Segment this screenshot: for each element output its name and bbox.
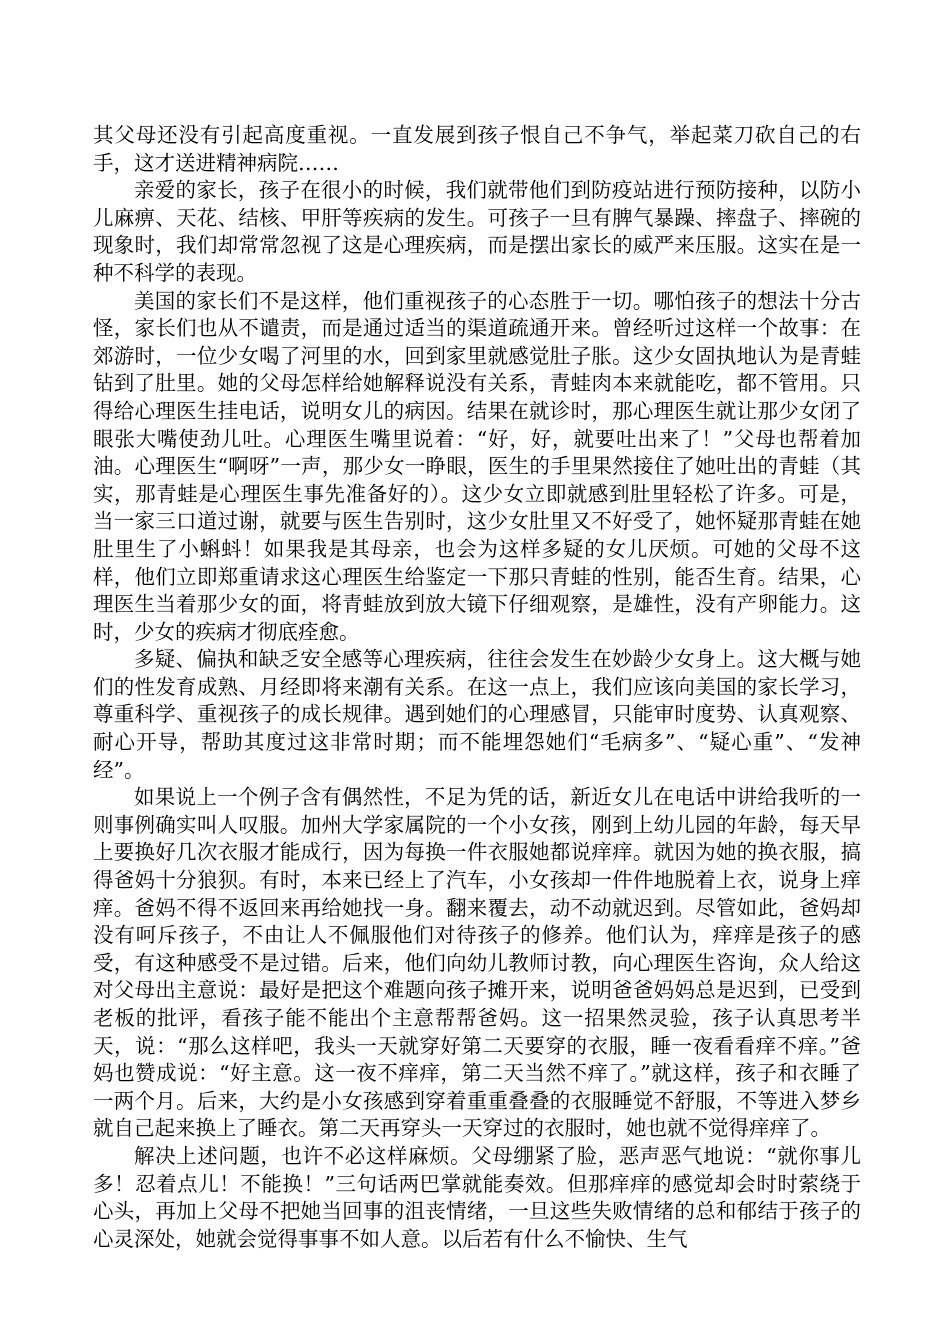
paragraph-5: 如果说上一个例子含有偶然性，不足为凭的话，新近女儿在电话中讲给我听的一则事例确实叫人叹服。加州大学家属院的一个小女孩，刚到上幼儿园的年龄，每天早上要换好几次衣服才能成行，因为每换一件衣服她都说痒痒。就因为她的换衣服，搞得爸妈十分狼狈。有时，本来已经上了汽车，小女孩却一件件地脱着上衣，说身上痒痒。爸妈不得不返回来再给她找一身。翻来覆去，动不动就迟到。尽管如此，爸妈却没有呵斥孩子，不由让人不佩服他们对待孩子的修养。他们认为，痒痒是孩子的感受，有这种感受不是过错。后来，他们向幼儿教师讨教，向心理医生咨询，众人给这对父母出主意说：最好是把这个难题向孩子摊开来，说明爸爸妈妈总是迟到，已受到老板的批评，看孩子能不能出个主意帮帮爸妈。这一招果然灵验，孩子认真思考半天，说：“那么这样吧，我头一天就穿好第二天要穿的衣服，睡一夜看看痒不痒。”爸妈也赞成说：“好主意。这一夜不痒痒，第二天当然不痒了。”就这样，孩子和衣睡了一两个月。后来，大约是小女孩感到穿着重重叠叠的衣服睡觉不舒服，不等进入梦乡就自己起来换上了睡衣。第二天再穿头一天穿过的衣服时，她也就不觉得痒痒了。 xyxy=(93,785,861,1141)
document-body xyxy=(93,122,861,1253)
paragraph-6: 解决上述问题，也许不必这样麻烦。父母绷紧了脸，恶声恶气地说：“就你事儿多！忍着点儿！不能换！”三句话两巴掌就能奏效。但那痒痒的感觉却会时时萦绕于心头，再加上父母不把她当回事的沮丧情绪，一旦这些失败情绪的总和郁结于孩子的心灵深处，她就会觉得事事不如人意。以后若有什么不愉快、生气 xyxy=(93,1143,861,1251)
paragraph-2: 亲爱的家长，孩子在很小的时候，我们就带他们到防疫站进行预防接种，以防小儿麻痹、天花、结核、甲肝等疾病的发生。可孩子一旦有脾气暴躁、摔盘子、摔碗的现象时，我们却常常忽视了这是心理疾病，而是摆出家长的威严来压服。这实在是一种不科学的表现。 xyxy=(93,178,861,285)
paragraph-1: 其父母还没有引起高度重视。一直发展到孩子恨自己不争气，举起菜刀砍自己的右手，这才送进精神病院…… xyxy=(93,123,861,175)
paragraph-3: 美国的家长们不是这样，他们重视孩子的心态胜于一切。哪怕孩子的想法十分古怪，家长们也从不谴责，而是通过适当的渠道疏通开来。曾经听过这样一个故事：在郊游时，一位少女喝了河里的水，回到家里就感觉肚子胀。这少女固执地认为是青蛙钻到了肚里。她的父母怎样给她解释说没有关系，青蛙肉本来就能吃，都不管用。只得给心理医生挂电话，说明女儿的病因。结果在就诊时，那心理医生就让那少女闭了眼张大嘴使劲儿吐。心理医生嘴里说着：“好，好，就要吐出来了！”父母也帮着加油。心理医生“啊呀”一声，那少女一睁眼，医生的手里果然接住了她吐出的青蛙（其实，那青蛙是心理医生事先准备好的）。这少女立即就感到肚里轻松了许多。可是，当一家三口道过谢，就要与医生告别时，这少女肚里又不好受了，她怀疑那青蛙在她肚里生了小蝌蚪！如果我是其母亲，也会为这样多疑的女儿厌烦。可她的父母不这样，他们立即郑重请求这心理医生给鉴定一下那只青蛙的性别，能否生育。结果，心理医生当着那少女的面，将青蛙放到放大镜下仔细观察，是雄性，没有产卵能力。这时，少女的疾病才彻底痊愈。 xyxy=(93,288,861,644)
paragraph-4: 多疑、偏执和缺乏安全感等心理疾病，往往会发生在妙龄少女身上。这大概与她们的性发育成熟、月经即将来潮有关系。在这一点上，我们应该向美国的家长学习，尊重科学、重视孩子的成长规律。遇到她们的心理感冒，只能审时度势、认真观察、耐心开导，帮助其度过这非常时期；而不能埋怨她们“毛病多”、“疑心重”、“发神经”。 xyxy=(93,647,861,782)
